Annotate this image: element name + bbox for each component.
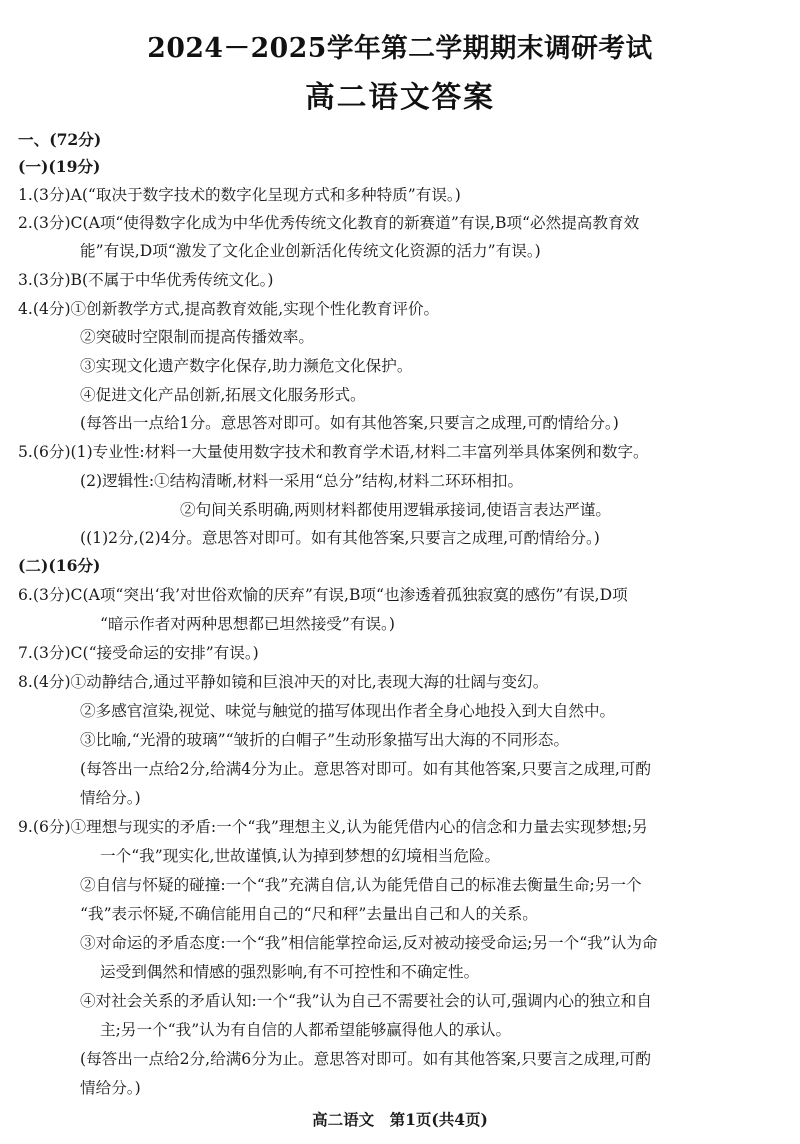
answer-line: ④促进文化产品创新,拓展文化服务形式。 xyxy=(80,386,366,404)
answer-line: 3.(3分)B(不属于中华优秀传统文化。) xyxy=(18,271,274,289)
answer-line: 5.(6分)(1)专业性:材料一大量使用数字技术和教育学术语,材料二丰富列举具体案例和数字。 xyxy=(18,443,649,461)
document-subtitle: 高二语文答案 xyxy=(305,79,495,114)
answer-line: ③对命运的矛盾态度:一个“我”相信能掌控命运,反对被动接受命运;另一个“我”认为命 xyxy=(80,934,658,952)
answer-line: 一个“我”现实化,世故谨慎,认为掉到梦想的幻境相当危险。 xyxy=(100,847,501,865)
answer-line: 9.(6分)①理想与现实的矛盾:一个“我”理想主义,认为能凭借内心的信念和力量去实现梦想;另 xyxy=(18,818,648,836)
answer-line: 主;另一个“我”认为有自信的人都希望能够赢得他人的承认。 xyxy=(100,1021,512,1039)
answer-line: “我”表示怀疑,不确信能用自己的“尺和秤”去量出自己和人的关系。 xyxy=(80,905,538,923)
answer-line: ②句间关系明确,两则材料都使用逻辑承接词,使语言表达严谨。 xyxy=(180,501,611,519)
answer-line: ②突破时空限制而提高传播效率。 xyxy=(80,328,314,346)
subsection-heading: (二)(16分) xyxy=(18,556,101,575)
answer-line: 7.(3分)C(“接受命运的安排”有误。) xyxy=(18,644,259,662)
answer-line: ③比喻,“光滑的玻璃”“皱折的白帽子”生动形象描写出大海的不同形态。 xyxy=(80,731,570,749)
scoring-note: 情给分。) xyxy=(80,789,141,807)
answer-line: 2.(3分)C(A项“使得数字化成为中华优秀传统文化教育的新赛道”有误,B项“必然提高教育效 xyxy=(18,214,640,232)
answer-line: 运受到偶然和情感的强烈影响,有不可控性和不确定性。 xyxy=(100,963,480,981)
scoring-note: (每答出一点给2分,给满4分为止。意思答对即可。如有其他答案,只要言之成理,可酌 xyxy=(80,760,651,778)
page-footer: 高二语文 第1页(共4页) xyxy=(312,1110,488,1129)
answer-line: ②自信与怀疑的碰撞:一个“我”充满自信,认为能凭借自己的标准去衡量生命;另一个 xyxy=(80,876,642,894)
answer-line: ②多感官渲染,视觉、味觉与触觉的描写体现出作者全身心地投入到大自然中。 xyxy=(80,702,616,720)
answer-line: 4.(4分)①创新教学方式,提高教育效能,实现个性化教育评价。 xyxy=(18,300,440,318)
answer-line: 1.(3分)A(“取决于数字技术的数字化呈现方式和多种特质”有误。) xyxy=(18,186,461,204)
scoring-note: (每答出一点给1分。意思答对即可。如有其他答案,只要言之成理,可酌情给分。) xyxy=(80,414,619,432)
answer-line: ③实现文化遗产数字化保存,助力濒危文化保护。 xyxy=(80,357,413,375)
scoring-note: ((1)2分,(2)4分。意思答对即可。如有其他答案,只要言之成理,可酌情给分。) xyxy=(80,529,600,547)
subsection-heading: (一)(19分) xyxy=(18,157,101,176)
answer-line: ④对社会关系的矛盾认知:一个“我”认为自己不需要社会的认可,强调内心的独立和自 xyxy=(80,992,652,1010)
answer-line: “暗示作者对两种思想都已坦然接受”有误。) xyxy=(100,615,395,633)
answer-line: 6.(3分)C(A项“突出‘我’对世俗欢愉的厌弃”有误,B项“也渗透着孤独寂寞的感伤”有误,D项 xyxy=(18,586,628,604)
answer-line: (2)逻辑性:①结构清晰,材料一采用“总分”结构,材料二环环相扣。 xyxy=(80,472,524,490)
scoring-note: 情给分。) xyxy=(80,1079,141,1097)
section-heading: 一、(72分) xyxy=(18,130,102,149)
document-title: 2024－2025学年第二学期期末调研考试 xyxy=(147,33,653,64)
answer-line: 8.(4分)①动静结合,通过平静如镜和巨浪冲天的对比,表现大海的壮阔与变幻。 xyxy=(18,673,549,691)
scoring-note: (每答出一点给2分,给满6分为止。意思答对即可。如有其他答案,只要言之成理,可酌 xyxy=(80,1050,651,1068)
answer-line: 能”有误,D项“激发了文化企业创新活化传统文化资源的活力”有误。) xyxy=(80,242,541,260)
